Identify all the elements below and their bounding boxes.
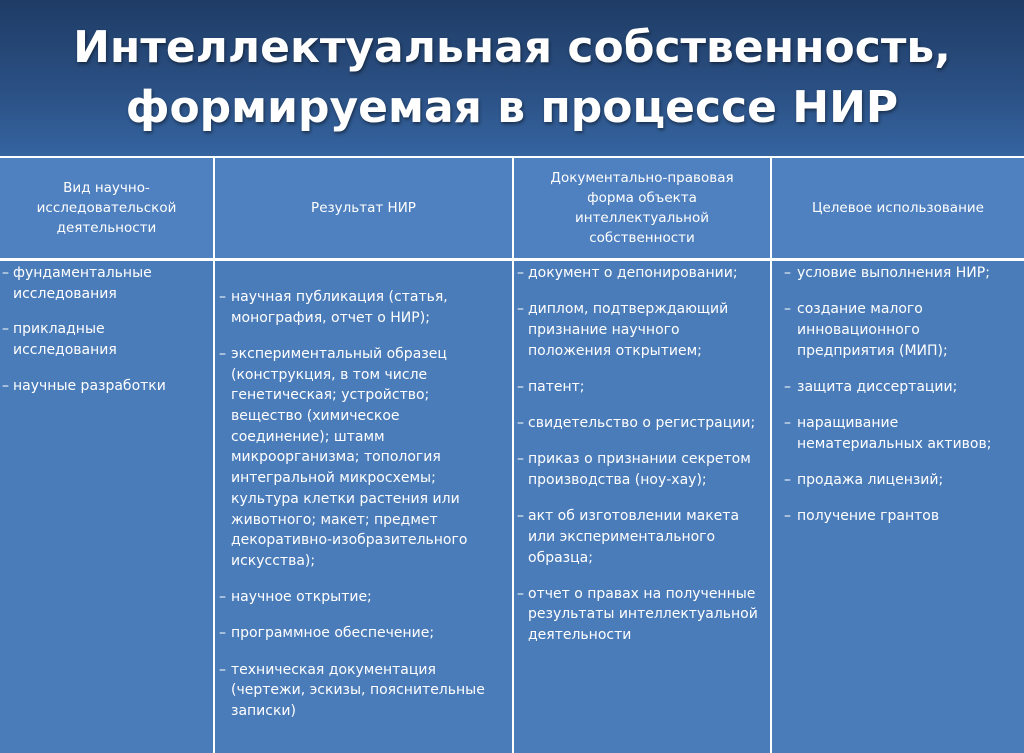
slide-title-line-2: формируемая в процессе НИР [125, 82, 899, 133]
list-item: – наращивание нематериальных активов; [784, 413, 1018, 454]
list-item: – продажа лицензий; [784, 470, 1018, 491]
list-item: – получение грантов [784, 506, 1018, 527]
list-item: – фундаментальные исследования [2, 263, 207, 304]
list-item: – патент; [517, 377, 766, 398]
list-item: – научное открытие; [219, 587, 502, 608]
list-item: – экспериментальный образец (конструкция, в том числе генетическая; устройство; вещество (химическое соединение); штамм микроорганизма; топология интегральной микросхемы; культура клетки растения или животного; макет; предмет декоративно-изобразительного искусства); [219, 344, 502, 572]
list-item: – техническая документация (чертежи, эскизы, пояснительные записки) [219, 660, 502, 722]
slide-title-line-1: Интеллектуальная собственность, [73, 22, 951, 73]
research-result-list [215, 261, 512, 722]
list-item: – свидетельство о регистрации; [517, 413, 766, 434]
research-type-list [0, 261, 213, 397]
table-header-row [0, 157, 1024, 260]
cell-legal-forms [513, 260, 771, 753]
list-item: – акт об изготовлении макета или экспериментального образца; [517, 506, 766, 568]
list-item: – документ о депонировании; [517, 263, 766, 284]
list-item: – диплом, подтверждающий признание научного положения открытием; [517, 299, 766, 361]
list-item: – создание малого инновационного предприятия (МИП); [784, 299, 1018, 361]
cell-target-uses [771, 260, 1024, 753]
slide-title [0, 0, 1024, 156]
header-target-use: Целевое использование [771, 157, 1024, 260]
list-item: – условие выполнения НИР; [784, 263, 1018, 284]
list-item: – отчет о правах на полученные результаты интеллектуальной деятельности [517, 584, 766, 646]
cell-research-types [0, 260, 214, 753]
list-item: – приказ о признании секретом производства (ноу-хау); [517, 449, 766, 490]
list-item: – научные разработки [2, 376, 207, 397]
ip-table [0, 156, 1024, 753]
target-use-list [772, 261, 1024, 527]
legal-form-list [514, 261, 770, 646]
list-item: – защита диссертации; [784, 377, 1018, 398]
list-item: – научная публикация (статья, монография, отчет о НИР); [219, 287, 502, 328]
cell-research-results [214, 260, 513, 753]
header-research-type: Вид научно-исследовательской деятельности [0, 157, 214, 260]
list-item: – прикладные исследования [2, 319, 207, 360]
list-item: – программное обеспечение; [219, 623, 502, 644]
table-body-row [0, 260, 1024, 753]
header-research-result: Результат НИР [214, 157, 513, 260]
header-legal-form: Документально-правовая форма объекта интеллектуальной собственности [513, 157, 771, 260]
